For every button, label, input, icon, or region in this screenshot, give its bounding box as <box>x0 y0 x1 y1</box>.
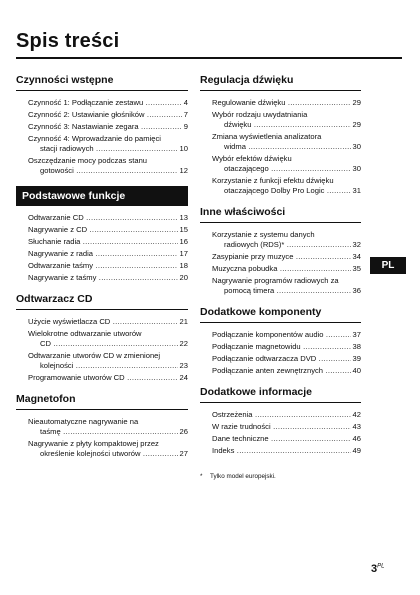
entry-page-number: 12 <box>179 166 188 175</box>
entry-text: taśmę ..... <box>40 427 178 437</box>
toc-column-right <box>200 66 361 458</box>
toc-entry[interactable] <box>28 273 188 283</box>
entry-page-number: 46 <box>352 434 361 443</box>
entry-page-number: 38 <box>352 342 361 351</box>
entry-text: Programowanie utworów CD ..... <box>28 373 178 383</box>
entry-page-number: 9 <box>183 122 188 131</box>
entry-text: W razie trudności ..... <box>212 422 351 432</box>
toc-section <box>16 74 188 176</box>
toc-section <box>16 393 188 459</box>
toc-column-left <box>16 66 188 461</box>
toc-entry[interactable] <box>212 154 361 174</box>
entry-list <box>200 230 361 296</box>
entry-text: Nagrywanie programów radiowych za <box>212 276 339 285</box>
entry-text: Zasypianie przy muzyce ..... <box>212 252 351 262</box>
entry-text: Podłączanie magnetowidu ..... <box>212 342 351 352</box>
entry-text: Podłączanie komponentów audio ..... <box>212 330 351 340</box>
toc-entry[interactable] <box>28 417 188 437</box>
page-title: Spis treści <box>16 30 120 52</box>
entry-text: Zmiana wyświetlenia analizatora <box>212 132 322 141</box>
entry-page-number: 10 <box>179 144 188 153</box>
entry-page-number: 18 <box>179 261 188 270</box>
toc-entry[interactable] <box>212 264 361 274</box>
entry-page-number: 7 <box>183 110 188 119</box>
entry-page-number: 42 <box>352 410 361 419</box>
section-title: Czynności wstępne <box>16 74 188 91</box>
entry-text: Korzystanie z systemu danych <box>212 230 315 239</box>
toc-entry[interactable] <box>212 176 361 196</box>
entry-page-number: 16 <box>179 237 188 246</box>
toc-entry[interactable] <box>28 351 188 371</box>
entry-text: Odtwarzanie CD ..... <box>28 213 178 223</box>
entry-page-number: 32 <box>352 240 361 249</box>
toc-entry[interactable] <box>28 317 188 327</box>
section-title: Magnetofon <box>16 393 188 410</box>
toc-section <box>200 386 361 456</box>
toc-entry[interactable] <box>28 237 188 247</box>
entry-page-number: 4 <box>183 98 188 107</box>
entry-text: otaczającego Dolby Pro Logic ..... <box>224 186 351 196</box>
entry-text: Czynność 3: Nastawianie zegara ..... <box>28 122 182 132</box>
entry-list <box>16 317 188 383</box>
entry-text: Słuchanie radia ..... <box>28 237 178 247</box>
entry-text: Wielokrotne odtwarzanie utworów <box>28 329 142 338</box>
entry-text: Dane techniczne ..... <box>212 434 351 444</box>
entry-text: radiowych (RDS)* ..... <box>224 240 351 250</box>
entry-text: Nagrywanie z płyty kompaktowej przez <box>28 439 159 448</box>
toc-entry[interactable] <box>28 213 188 223</box>
page-number-value: 3 <box>371 563 378 575</box>
toc-section <box>200 74 361 196</box>
toc-entry[interactable] <box>212 230 361 250</box>
toc-entry[interactable] <box>212 98 361 108</box>
entry-text: Oszczędzanie mocy podczas stanu <box>28 156 148 165</box>
toc-entry[interactable] <box>212 330 361 340</box>
toc-entry[interactable] <box>212 366 361 376</box>
entry-text: Podłączanie odtwarzacza DVD ..... <box>212 354 351 364</box>
entry-page-number: 20 <box>179 273 188 282</box>
toc-section <box>200 306 361 376</box>
entry-text: gotowości ..... <box>40 166 178 176</box>
toc-entry[interactable] <box>212 276 361 296</box>
toc-entry[interactable] <box>28 373 188 383</box>
entry-page-number: 26 <box>179 427 188 436</box>
entry-text: Odtwarzanie taśmy ..... <box>28 261 178 271</box>
toc-section <box>16 186 188 283</box>
entry-page-number: 39 <box>352 354 361 363</box>
entry-page-number: 13 <box>179 213 188 222</box>
entry-page-number: 40 <box>352 366 361 375</box>
toc-entry[interactable] <box>212 354 361 364</box>
title-rule <box>16 57 402 59</box>
entry-text: Nieautomatyczne nagrywanie na <box>28 417 139 426</box>
entry-page-number: 49 <box>352 446 361 455</box>
section-title: Podstawowe funkcje <box>16 186 188 206</box>
entry-text: Regulowanie dźwięku ..... <box>212 98 351 108</box>
entry-page-number: 22 <box>179 339 188 348</box>
entry-text: Nagrywanie z CD ..... <box>28 225 178 235</box>
entry-text: CD ..... <box>40 339 178 349</box>
entry-page-number: 30 <box>352 164 361 173</box>
entry-text: Indeks ..... <box>212 446 351 456</box>
toc-entry[interactable] <box>28 439 188 459</box>
entry-page-number: 21 <box>179 317 188 326</box>
toc-entry[interactable] <box>212 252 361 262</box>
entry-page-number: 27 <box>179 449 188 458</box>
entry-text: Wybór rodzaju uwydatniania <box>212 110 308 119</box>
entry-text: kolejności ..... <box>40 361 178 371</box>
language-tab: PL <box>370 257 406 274</box>
entry-text: pomocą timera ..... <box>224 286 351 296</box>
toc-entry[interactable] <box>28 98 188 108</box>
toc-entry[interactable] <box>212 132 361 152</box>
toc-entry[interactable] <box>212 434 361 444</box>
section-title: Dodatkowe komponenty <box>200 306 361 323</box>
toc-entry[interactable] <box>28 110 188 120</box>
entry-text: Korzystanie z funkcji efektu dźwięku <box>212 176 334 185</box>
entry-text: Ostrzeżenia ..... <box>212 410 351 420</box>
entry-page-number: 29 <box>352 98 361 107</box>
toc-entry[interactable] <box>28 329 188 349</box>
entry-text: dźwięku ..... <box>224 120 351 130</box>
entry-page-number: 17 <box>179 249 188 258</box>
page-number <box>371 563 384 575</box>
entry-page-number: 34 <box>352 252 361 261</box>
entry-text: otaczającego ..... <box>224 164 351 174</box>
section-title: Dodatkowe informacje <box>200 386 361 403</box>
entry-text: Odtwarzanie utworów CD w zmienionej <box>28 351 161 360</box>
entry-page-number: 15 <box>179 225 188 234</box>
toc-entry[interactable] <box>212 342 361 352</box>
toc-entry[interactable] <box>28 261 188 271</box>
page-number-suffix: PL <box>377 563 385 570</box>
toc-entry[interactable] <box>28 156 188 176</box>
entry-text: Nagrywanie z radia ..... <box>28 249 178 259</box>
toc-entry[interactable] <box>28 249 188 259</box>
section-title: Odtwarzacz CD <box>16 293 188 310</box>
entry-text: stacji radiowych ..... <box>40 144 178 154</box>
footnote <box>200 473 276 480</box>
entry-text: widma ..... <box>224 142 351 152</box>
entry-text: Czynność 1: Podłączanie zestawu ..... <box>28 98 182 108</box>
entry-text: Wybór efektów dźwięku <box>212 154 292 163</box>
entry-page-number: 29 <box>352 120 361 129</box>
entry-page-number: 24 <box>179 373 188 382</box>
toc-entry[interactable] <box>212 410 361 420</box>
toc-entry[interactable] <box>212 446 361 456</box>
entry-page-number: 37 <box>352 330 361 339</box>
toc-entry[interactable] <box>212 422 361 432</box>
toc-section <box>16 293 188 383</box>
section-title: Inne właściwości <box>200 206 361 223</box>
toc-entry[interactable] <box>28 225 188 235</box>
toc-entry[interactable] <box>28 122 188 132</box>
entry-page-number: 43 <box>352 422 361 431</box>
entry-list <box>200 410 361 456</box>
section-title: Regulacja dźwięku <box>200 74 361 91</box>
footnote-text: Tylko model europejski. <box>210 473 276 480</box>
toc-section <box>200 206 361 296</box>
entry-text: Użycie wyświetlacza CD ..... <box>28 317 178 327</box>
entry-page-number: 30 <box>352 142 361 151</box>
entry-page-number: 31 <box>352 186 361 195</box>
toc-entry[interactable] <box>28 134 188 154</box>
entry-page-number: 35 <box>352 264 361 273</box>
entry-text: Czynność 4: Wprowadzanie do pamięci <box>28 134 161 143</box>
entry-text: Czynność 2: Ustawianie głośników ..... <box>28 110 182 120</box>
entry-list <box>16 98 188 176</box>
entry-page-number: 23 <box>179 361 188 370</box>
entry-list <box>16 417 188 459</box>
toc-entry[interactable] <box>212 110 361 130</box>
entry-text: określenie kolejności utworów ..... <box>40 449 178 459</box>
entry-text: Nagrywanie z taśmy ..... <box>28 273 178 283</box>
footnote-mark: * <box>200 473 203 480</box>
entry-list <box>200 98 361 196</box>
entry-text: Muzyczna pobudka ..... <box>212 264 351 274</box>
entry-list <box>200 330 361 376</box>
entry-page-number: 36 <box>352 286 361 295</box>
entry-text: Podłączanie anten zewnętrznych ..... <box>212 366 351 376</box>
entry-list <box>16 213 188 283</box>
